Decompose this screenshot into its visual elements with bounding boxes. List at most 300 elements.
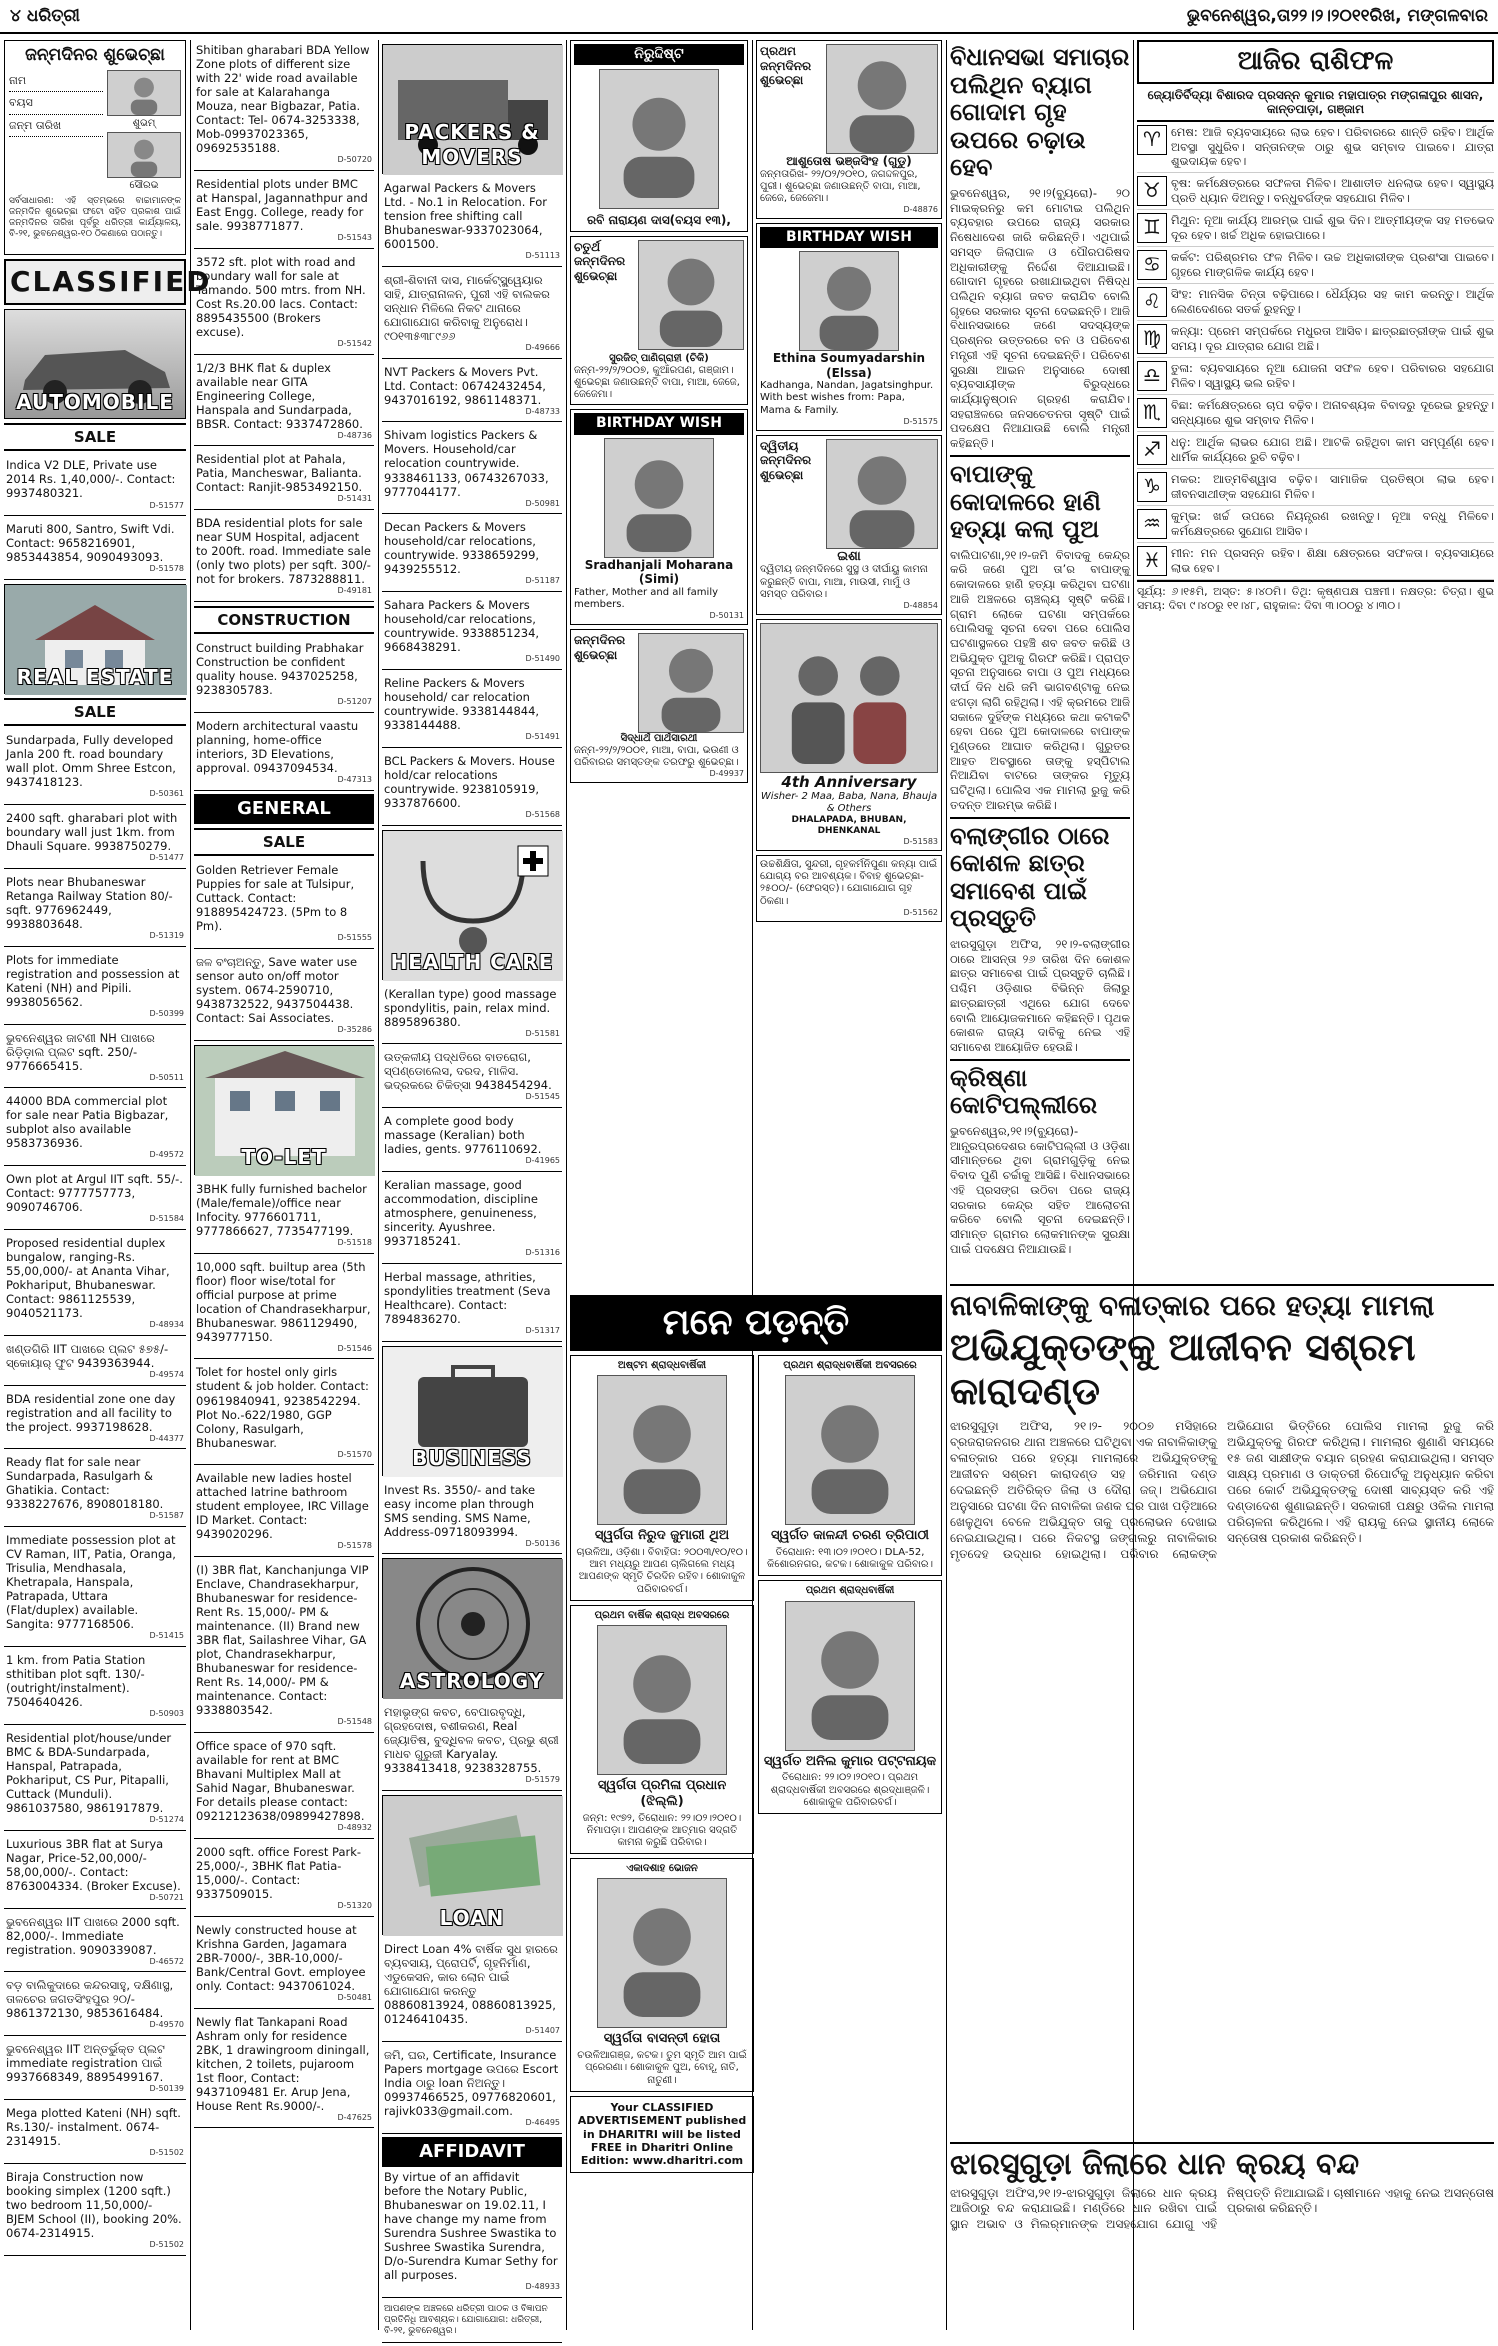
child-photo: [107, 70, 181, 116]
classified-ad: [4, 808, 186, 869]
sale-heading: SALE: [194, 828, 374, 856]
child-photo: [826, 44, 938, 154]
birthday-wish-1: ଚତୁର୍ଥ ଜନ୍ମଦିନର ଶୁଭେଚ୍ଛା ସୁରଜିତ୍ ପାଣିଗ୍ରାହୀ (ଚିକି) ଜନ୍ମ-୨୨/୨/୨୦୦୭, କୁଆଁରପଣ, ଗଞ୍ଜାମ। ଶୁଭେଚ୍ଛା ଜଣାଉଛନ୍ତି ବାପା, ମାଆ, ଜେଜେ, ଜେଜେମା।: [570, 236, 748, 406]
classified-title: CLASSIFIED: [4, 259, 186, 305]
ad-text: Residential plot/house/under BMC & BDA-Sundarpada, Hanspal, Patrapada, Pokhariput, CS Pur, Pitapalli, Cuttack (Munduli). 9861037580, 9861917879.: [6, 1730, 172, 1815]
ad-text: Biraja Construction now booking simplex (1200 sqft.) two bedroom 11,50,000/- BJEM School (II), booking 20%. 0674-2314915.: [6, 2169, 182, 2240]
ad-text: 1/2/3 BHK flat & duplex available near GITA Engineering College, Hanspala and Sundarpada, BBSR. Contact: 9337472860.: [196, 360, 363, 431]
second-birthday: ଦ୍ୱିତୀୟ ଜନ୍ମଦିନର ଶୁଭେଚ୍ଛା ଇଶା ଦ୍ୱିତୀୟ ଜନ୍ମଦିନରେ ସୁସ୍ଥ ଓ ଦୀର୍ଘାୟୁ କାମନା କରୁଛନ୍ତି ବାପା, ମାଆ, ମାଉସୀ, ମାମୁଁ ଓ ସମସ୍ତ ପରିବାର। D-48854: [756, 435, 942, 615]
rasi-entry: [1137, 284, 1494, 321]
ad-text: Invest Rs. 3550/- and take easy income plan through SMS sending. SMS Name, Address-09718093994.: [384, 1482, 536, 1539]
ad-text: ଭୁବନେଶ୍ୱର IIT ଅନ୍ତର୍ଭୁକ୍ତ ପ୍ଲଟ immediate registration ପାଇଁ 9937668349, 8895499167.: [6, 2042, 165, 2085]
rasi-entry: [1137, 210, 1494, 247]
rasi-entry: [1137, 506, 1494, 543]
ad-text: Tolet for hostel only girls student & job holder. Contact: 09619840941, 9238542294. Plot No.-622/1980, GGP Colony, Rasulgarh, Bhubaneswar.: [196, 1365, 369, 1450]
rashifal-byline: ଜ୍ୟୋତିର୍ବିଦ୍ୟା ବିଶାରଦ ପ୍ରସନ୍ନ କୁମାର ମହାପାତ୍ର ମଙ୍ଗଳାପୁର ଶାସନ, କାନ୍ତପାଡ଼ା, ଗଞ୍ଜାମ: [1137, 88, 1494, 122]
classified-ad: [194, 1736, 374, 1839]
ad-code: D-51581: [525, 1028, 560, 1038]
ad-code: D-51415: [149, 1631, 184, 1641]
to-let-label: TO-LET: [241, 1145, 327, 1170]
ad-text: BCL Packers & Movers. House hold/car relocations countrywide. 9238105919, 9337876600.: [384, 753, 555, 810]
ad-code: D-46495: [525, 2118, 560, 2128]
zodiac-icon: ♒: [1137, 509, 1167, 539]
real-estate-label: REAL ESTATE: [16, 664, 174, 689]
obituary: ପ୍ରଥମ ଶ୍ରାଦ୍ଧବାର୍ଷିକୀ ଅବସରରେ ସ୍ୱର୍ଗତ କାଳନ୍ଦୀ ଚରଣ ତ୍ରିପାଠୀ ତିରୋଧାନ: ୧୩।୦୨।୨୦୧୦। DLA-52, କିଶୋରନଗର, କଟକ। ଶୋକାକୁଳ ପରିବାର।: [758, 1355, 942, 1576]
ad-text: Luxurious 3BR flat at Surya Nagar, Price-52,00,000/- 58,00,000/-. Contact: 8763004334. (Broker Excuse).: [6, 1836, 181, 1893]
ad-text: Agarwal Packers & Movers Ltd. - No.1 in Relocation. For tension free shifting call Bhubaneswar-9337023064, 6001500.: [384, 181, 547, 252]
ad-code: D-51274: [149, 1814, 184, 1824]
ad-code: D-51317: [525, 1325, 560, 1335]
article-body: ଝାରସୁଗୁଡ଼ା ଅଫିସ, ୨୧।୨- ୨୦୦୭ ମସିହାରେ ବ୍ରଜରାଜନଗର ଥାନା ଅଞ୍ଚଳରେ ଘଟିଥିବା ଏକ ନାବାଳିକାଙ୍କୁ ବଳାତ୍କାର ପରେ ହତ୍ୟା ମାମଲାରେ ଅଭିଯୁକ୍ତଙ୍କୁ ଆଜୀବନ ସଶ୍ରମ କାରାଦଣ୍ଡ ସହ ଜରିମାନା ଦଣ୍ଡ ଦେଇଛନ୍ତି ଅତିରିକ୍ତ ଜିଲା ଓ ଦୌରା ଜଜ୍। ଅଭିଯୋଗ ଅନୁସାରେ ଘଟଣା ଦିନ ନାବାଳିକା ଜଣକ ଘର ପାଖ ପଡ଼ିଆରେ ଖେଳୁଥିବା ବେଳେ ଅଭିଯୁକ୍ତ ତାକୁ ପ୍ରଲୋଭନ ଦେଖାଇ ନେଇଯାଇଥିଲା। ପରେ ନିକଟସ୍ଥ ଜଙ୍ଗଲରୁ ନାବାଳିକାର ମୃତଦେହ ଉଦ୍ଧାର ହୋଇଥିଲା। ପରିବାର ଲୋକଙ୍କ ଅଭିଯୋଗ ଭିତ୍ତିରେ ପୋଲିସ ମାମଲା ରୁଜୁ କରି ଅଭିଯୁକ୍ତକୁ ଗିରଫ କରିଥିଲା। ମାମଲାର ଶୁଣାଣି ସମୟରେ ୧୫ ଜଣ ସାକ୍ଷୀଙ୍କ ବୟାନ ଗ୍ରହଣ କରାଯାଇଥିଲା। ସମସ୍ତ ସାକ୍ଷ୍ୟ ପ୍ରମାଣ ଓ ଡାକ୍ତରୀ ରିପୋର୍ଟକୁ ଅନୁଧ୍ୟାନ କରିବା ପରେ କୋର୍ଟ ଅଭିଯୁକ୍ତଙ୍କୁ ଦୋଷୀ ସାବ୍ୟସ୍ତ କରି ଏହି ଦଣ୍ଡାଦେଶ ଶୁଣାଇଛନ୍ତି। ସରକାରୀ ପକ୍ଷରୁ ଓକିଲ ମାମଲା ପରିଚାଳନା କରିଥିଲେ। ଏହି ରାୟକୁ ନେଇ ସ୍ଥାନୀୟ ଲୋକେ ସନ୍ତୋଷ ପ୍ରକାଶ କରିଛନ୍ତି।: [950, 1418, 1494, 1562]
child-photo: [638, 633, 744, 733]
headline: ବିଧାନସଭା ସମାଚାର ପଲିଥିନ ବ୍ୟାଗ ଗୋଦାମ ଗୃହ ଉପରେ ଚଢ଼ାଉ ହେବ: [950, 43, 1130, 182]
rasi-text: କନ୍ୟା: ପ୍ରେମ ସମ୍ପର୍କରେ ମଧୁରତା ଆସିବ। ଛାତ୍ରଛାତ୍ରୀଙ୍କ ପାଇଁ ଶୁଭ ସମୟ। ଦୂର ଯାତ୍ରାର ଯୋଗ ଅଛି।: [1171, 324, 1494, 353]
mane-padanti-title: ମନେ ପଡ଼ନ୍ତି: [570, 1295, 942, 1351]
column-2: [194, 40, 374, 2131]
classified-ad: [4, 730, 186, 805]
classified-ad: [194, 860, 374, 949]
column-4: [570, 40, 748, 787]
panjika: ସୂର୍ଯ୍ୟ: ୬।୧୫ମି, ଅସ୍ତ: ୫।୪୦ମି। ତିଥି: କୃଷ୍ଣପକ୍ଷ ପଞ୍ଚମୀ। ନକ୍ଷତ୍ର: ଚିତ୍ରା। ଶୁଭ ସମୟ: ଦିବା ୯।୪୦ରୁ ୧୧।୪୮, ରାହୁକାଳ: ଦିବା ୩।୦୦ରୁ ୪।୩୦।: [1137, 580, 1494, 613]
classified-ad: [382, 1480, 562, 1555]
packers-banner: [382, 44, 562, 174]
to-let-banner: [194, 1045, 374, 1175]
ad-code: D-48733: [525, 406, 560, 416]
child-photo: [604, 438, 714, 558]
rashifal-title: ଆଜିର ରାଶିଫଳ: [1137, 40, 1494, 84]
child-photo: [638, 240, 744, 350]
zodiac-icon: ♑: [1137, 472, 1167, 502]
column-7: [1137, 40, 1494, 1275]
classified-ad: [4, 1530, 186, 1647]
ad-code: D-51319: [149, 931, 184, 941]
ad-code: D-51545: [525, 1092, 560, 1102]
ad-code: D-50139: [149, 2084, 184, 2094]
ad-code: D-51577: [149, 500, 184, 510]
ad-text: Office space of 970 sqft. available for rent at BMC Bhavani Multiplex Mall at Sahid Nagar, Bhubaneswar. For details please contact: 09212123638/09899427898.: [196, 1739, 365, 1824]
classified-ad: [4, 1339, 186, 1386]
ad-code: D-35286: [337, 1025, 372, 1035]
first-birthday: ପ୍ରଥମ ଜନ୍ମଦିନର ଶୁଭେଚ୍ଛା ଆଶୁତୋଷ ଭଞ୍ଜସିଂହ (ଗୁଡୁ) ଜନ୍ମତାରିଖ- ୨୨/୦୨/୨୦୧୦, ଜଗଦ୍ଦଳପୁର, ପୁରୀ। ଶୁଭେଚ୍ଛା ଜଣାଉଛନ୍ତି ବାପା, ମାଆ, ଜେଜେ, ଜେଜେମା। D-48876: [756, 40, 942, 219]
form-field-age[interactable]: ବୟସ: [9, 92, 103, 114]
ad-code: D-46572: [149, 1956, 184, 1966]
ad-text: Residential plot at Pahala, Patia, Mancheswar, Balianta. Contact: Ranjit-9853492150.: [196, 452, 363, 495]
bottom-news: [950, 1280, 1494, 2335]
classified-ad: [194, 638, 374, 713]
classified-ad: [194, 513, 374, 602]
ad-code: D-44377: [149, 1433, 184, 1443]
headline: କ୍ରିଷ୍ଣା କୋଟିପଲ୍ଲୀରେ: [950, 1059, 1130, 1120]
classified-ad: [382, 1939, 562, 2042]
ad-code: D-51477: [149, 853, 184, 863]
classified-ad: [194, 449, 374, 510]
construction-heading: CONSTRUCTION: [194, 606, 374, 634]
ad-text: Sahara Packers & Movers household/car relocations, countrywide. 9338851234, 9668438291.: [384, 598, 540, 655]
classified-ad: [382, 1267, 562, 1342]
classified-ad: [194, 358, 374, 447]
ad-code: D-51113: [525, 251, 560, 261]
ad-text: Proposed residential duplex bungalow, ranging-Rs. 55,00,000/- at Ananta Vihar, Pokhariput, Bhubaneswar. Contact: 9861125539, 9040521173.: [6, 1235, 170, 1321]
classified-ad: [382, 673, 562, 748]
ad-text: Own plot at Argul IIT sqft. 55/-. Contact: 9777757773, 9090746706.: [6, 1172, 183, 1215]
ad-text: Sundarpada, Fully developed Janla 200 ft. road boundary wall plot. Omm Shree Estcon, 9437418123.: [6, 733, 176, 790]
rasi-text: ତୁଳା: ବ୍ୟବସାୟରେ ନୂଆ ଯୋଜନା ସଫଳ ହେବ। ପରିବାରର ସହଯୋଗ ମିଳିବ। ସ୍ୱାସ୍ଥ୍ୟ ଭଲ ରହିବ।: [1171, 361, 1495, 390]
rasi-entry: [1137, 321, 1494, 358]
ad-text: 1 km. from Patia Station sthitiban plot sqft. 130/- (outright/instalment). 7504640426.: [6, 1653, 146, 1710]
ad-text: Reline Packers & Movers household/ car relocation countrywide. 9338144844, 9338144488.: [384, 675, 540, 732]
ad-code: D-51578: [149, 564, 184, 574]
classified-ad: [4, 1912, 186, 1973]
classified-ad: [382, 2045, 562, 2134]
obituary-photo: [785, 1601, 915, 1751]
ad-code: D-51407: [525, 2026, 560, 2036]
health-care-label: HEALTH CARE: [390, 950, 554, 975]
obituary-photo: [785, 1375, 915, 1525]
ad-code: D-51320: [337, 1900, 372, 1910]
zodiac-icon: ♏: [1137, 398, 1167, 428]
ad-code: D-48934: [149, 1320, 184, 1330]
page-header: [0, 0, 1498, 34]
ad-code: D-50361: [149, 789, 184, 799]
birthday-form: [4, 40, 186, 255]
classified-ad: [4, 1389, 186, 1450]
ad-text: Mega plotted Kateni (NH) sqft. Rs.130/- instalment. 0674-2314915.: [6, 2105, 181, 2148]
anniversary-wish: 4th Anniversary Wisher- 2 Maa, Baba, Nana, Bhauja & Others DHALAPADA, BHUBAN, DHENKANAL D-51583: [756, 619, 942, 851]
sale-heading: SALE: [4, 423, 186, 451]
obituary: ପ୍ରଥମ ଶ୍ରାଦ୍ଧବାର୍ଷିକୀ ସ୍ୱର୍ଗତ ଅନିଲ କୁମାର ପଟ୍ଟନାୟକ ତିରୋଧାନ: ୨୨।୦୨।୨୦୧୦। ପ୍ରଥମ ଶ୍ରାଦ୍ଧବାର୍ଷିକୀ ଅବସରରେ ଶ୍ରଦ୍ଧାଞ୍ଜଳି। ଶୋକାକୁଳ ପରିବାରବର୍ଗ।: [758, 1580, 942, 1814]
zodiac-icon: ♈: [1137, 125, 1167, 155]
classified-ad: [4, 2167, 186, 2256]
packers-label: PACKERS & MOVERS: [404, 120, 540, 169]
ad-text: Decan Packers & Movers household/car relocations, countrywide. 9338659299, 9439255512.: [384, 520, 540, 577]
rasi-entry: [1137, 247, 1494, 284]
ad-code: D-51543: [337, 232, 372, 242]
ad-code: D-51548: [337, 1717, 372, 1727]
general-heading: GENERAL: [194, 794, 374, 824]
article-body: ଝାରସୁଗୁଡ଼ା ଅଫିସ,୨୧।୨-ଝାରସୁଗୁଡ଼ା ଜିଲାରେ ଧାନ କ୍ରୟ ଆଜିଠାରୁ ବନ୍ଦ କରାଯାଇଛି। ମଣ୍ଡିରେ ଧାନ ରଖିବା ପାଇଁ ସ୍ଥାନ ଅଭାବ ଓ ମିଲର୍‌ମାନଙ୍କ ଅସହଯୋଗ ଯୋଗୁ ଏହି ନିଷ୍ପତ୍ତି ନିଆଯାଇଛି। ଚାଷୀମାନେ ଏହାକୁ ନେଇ ଅସନ୍ତୋଷ ପ୍ରକାଶ କରିଛନ୍ତି।: [950, 2186, 1494, 2231]
rasi-entry: [1137, 543, 1494, 580]
ad-code: D-50903: [149, 1709, 184, 1719]
birthday-wish-ethina: BIRTHDAY WISH Ethina Soumyadarshin (Elssa) Kadhanga, Nandan, Jagatsinghpur. With best wishes from: Papa, Mama & Family. D-51575: [756, 223, 942, 431]
classified-ad: [4, 1452, 186, 1527]
rasi-text: ସିଂହ: ମାନସିକ ଚିନ୍ତା ବଢ଼ିପାରେ। ଧୈର୍ଯ୍ୟର ସହ କାମ କରନ୍ତୁ। ଆର୍ଥିକ ଲେଣଦେଣରେ ସତର୍କ ରୁହନ୍ତୁ।: [1171, 287, 1494, 316]
obituary: ଅଷ୍ଟମ ଶ୍ରାଦ୍ଧବାର୍ଷିକୀ ସ୍ୱର୍ଗତା ନିରୁଦ ଜୁମାରୀ ଥିଅ ଚାଉଳିଆ, ଓଡ଼ିଶା। ବିବାହିତା: ୨୦୦୩/୧୦/୧୦। ଆମ ମଧ୍ୟରୁ ଆପଣ ଚାଲିଗଲେ ମଧ୍ୟ ଆପଣଙ୍କ ସ୍ମୃତି ଚିରଦିନ ରହିବ। ଶୋକାକୁଳ ପରିବାରବର୍ଗ।: [570, 1355, 754, 1601]
ad-text: 3BHK fully furnished bachelor (Male/female)/office near Infocity. 9776601711, 9777866627, 7735477199.: [196, 1181, 367, 1238]
missing-notice: ନିରୁଦ୍ଦିଷ୍ଟ ରବି ନାରାୟଣ ଦାସ(ବୟସ ୧୩),: [570, 40, 748, 232]
article-body: ଭୁବନେଶ୍ୱର, ୨୧।୨(ବ୍ୟୁରୋ)- ୨୦ ମାଇକ୍ରନରୁ କମ ମୋଟାଇ ପଲିଥିନ ବ୍ୟବହାର ଉପରେ ରାଜ୍ୟ ସରକାର ନିଷେଧାଦେଶ ଜାରି କରିଛନ୍ତି। ଏଥିପାଇଁ ସମସ୍ତ ଜିଲାପାଳ ଓ ପୌରପରିଷଦ ଅଧିକାରୀଙ୍କୁ ନିର୍ଦ୍ଦେଶ ଦିଆଯାଇଛି। ଗୋଦାମ ଗୃହରେ ରଖାଯାଇଥିବା ନିଷିଦ୍ଧ ପଲିଥିନ ବ୍ୟାଗ ଜବତ କରାଯିବ ବୋଲି ଗୃହରେ ସରକାର ସୂଚନା ଦେଇଛନ୍ତି। ଆଜି ବିଧାନସଭାରେ ଜଣେ ସଦସ୍ୟଙ୍କ ପ୍ରଶ୍ନର ଉତ୍ତରରେ ବନ ଓ ପରିବେଶ ମନ୍ତ୍ରୀ ଏହି ସୂଚନା ଦେଇଛନ୍ତି। ପରିବେଶ ସୁରକ୍ଷା ଆଇନ ଅନୁସାରେ ଦୋଷୀ ବ୍ୟବସାୟୀଙ୍କ ବିରୁଦ୍ଧରେ କାର୍ଯ୍ୟାନୁଷ୍ଠାନ ଗ୍ରହଣ କରାଯିବ। ସହରାଞ୍ଚଳରେ ଜନସଚେତନତା ସୃଷ୍ଟି ପାଇଁ ପଦକ୍ଷେପ ନିଆଯାଉଛି ବୋଲି ମନ୍ତ୍ରୀ କହିଛନ୍ତି।: [950, 185, 1130, 451]
classified-ad: [4, 455, 186, 516]
child-caption: ସୌରଭ: [129, 179, 159, 191]
ad-code: D-47625: [337, 2112, 372, 2122]
rasi-entry: [1137, 122, 1494, 173]
classified-ad: [382, 751, 562, 826]
zodiac-icon: ♎: [1137, 361, 1167, 391]
classified-ad: [382, 178, 562, 267]
couple-photo: [760, 623, 938, 773]
headline: ଝାରସୁଗୁଡ଼ା ଜିଲାରେ ଧାନ କ୍ରୟ ବନ୍ଦ: [950, 2142, 1494, 2183]
classified-ad: [4, 2039, 186, 2100]
child-caption: ଶୁଭମ୍: [132, 117, 156, 129]
classified-ad: [382, 1175, 562, 1264]
classified-ad: [4, 950, 186, 1025]
ad-text: 2000 sqft. office Forest Park-25,000/-, 3BHK flat Patia-15,000/-. Contact: 9337509015.: [196, 1844, 362, 1901]
classified-ad: [4, 519, 186, 580]
ad-code: D-51546: [337, 1343, 372, 1353]
sale-heading: SALE: [4, 698, 186, 726]
ad-text: 10,000 sqft. builtup area (5th floor) floor wise/total for official purpose at prime location of Chandrasekharpur, Bhubaneswar. 9861129490, 9439777150.: [196, 1259, 371, 1344]
ad-code: D-49181: [337, 586, 372, 596]
birthday-wish-3: ଜନ୍ମଦିନର ଶୁଭେଚ୍ଛା ସିଦ୍ଧାର୍ଥ ପାର୍ଥସାରଥୀ ଜନ୍ମ-୨୨/୨/୨୦୦୧, ମାଆ, ବାପା, ଭଉଣୀ ଓ ପରିବାରର ସମସ୍ତଙ୍କ ତରଫରୁ ଶୁଭେଚ୍ଛା। D-49937: [570, 629, 748, 783]
classified-ad: [4, 1169, 186, 1230]
ad-code: D-49574: [149, 1369, 184, 1379]
obituary: ପ୍ରଥମ ବାର୍ଷିକ ଶ୍ରାଦ୍ଧ ଅବସରରେ ସ୍ୱର୍ଗତା ପ୍ରମିଳା ପ୍ରଧାନ (ଝିଲ୍ଲି) ଜନ୍ମ: ୧୯୭୨, ତିରୋଧାନ: ୨୨।୦୨।୨୦୧୦। ନିମାପଡ଼ା। ଆପଣଙ୍କ ଆତ୍ମାର ସଦ୍‌ଗତି କାମନା କରୁଛି ପରିବାର।: [570, 1605, 754, 1854]
ad-code: D-51431: [337, 494, 372, 504]
ad-text: Available new ladies hostel attached latrine bathroom student employee, IRC Village ID Market. Contact: 9439020296.: [196, 1471, 369, 1542]
ad-text: Newly flat Tankapani Road Ashram only for residence 2BK, 1 drawingroom diningall, kitchen, 2 toilets, pujaroom 1st floor, Contact: 9437109481 Er. Arup Jena, House Rent Rs.9000/-.: [196, 2014, 370, 2113]
classified-ad: [194, 1468, 374, 1557]
classified-ad: [382, 984, 562, 1045]
ad-code: D-50511: [149, 1072, 184, 1082]
rasi-text: ମକର: ଆତ୍ମବିଶ୍ୱାସ ବଢ଼ିବ। ସାମାଜିକ ପ୍ରତିଷ୍ଠା ଲାଭ ହେବ। ଜୀବନସାଥୀଙ୍କ ସହଯୋଗ ମିଳିବ।: [1171, 472, 1494, 501]
zodiac-icon: ♐: [1137, 435, 1167, 465]
classified-ad: [382, 425, 562, 514]
ad-code: D-50981: [525, 498, 560, 508]
ad-code: D-51187: [525, 576, 560, 586]
classified-ad: [194, 174, 374, 249]
classified-ad: [4, 2103, 186, 2164]
ad-code: D-51518: [337, 1237, 372, 1247]
classified-ad: [382, 270, 562, 359]
rasi-text: ଧନୁ: ଆର୍ଥିକ ଲାଭର ଯୋଗ ଅଛି। ଆଟକି ରହିଥିବା କାମ ସମ୍ପୂର୍ଣ୍ଣ ହେବ। ଧାର୍ମିକ କାର୍ଯ୍ୟରେ ରୁଚି ବଢ଼ିବ।: [1171, 435, 1494, 464]
headline: ବାପାଙ୍କୁ କୋଦାଳରେ ହାଣି ହତ୍ୟା କଲା ପୁଅ: [950, 455, 1130, 544]
matrimonial-notice: ଉଚ୍ଚଶିକ୍ଷିତା, ସୁନ୍ଦରୀ, ଗୃହକର୍ମନିପୁଣା କନ୍ୟା ପାଇଁ ଯୋଗ୍ୟ ବର ଆବଶ୍ୟକ। ବିବାହ ଶୁଭେଚ୍ଛା- ୨୫୦୦/- (ଫେରସ୍ତ)। ଯୋଗାଯୋଗ ଗୃହ ଠିକଣା। D-51562: [756, 855, 942, 922]
rasi-text: ବୃଷ: କର୍ମକ୍ଷେତ୍ରରେ ସଫଳତା ମିଳିବ। ଆଶାତୀତ ଧନଲାଭ ହେବ। ସ୍ୱାସ୍ଥ୍ୟ ପ୍ରତି ଧ୍ୟାନ ଦିଅନ୍ତୁ। ବନ୍ଧୁବର୍ଗଙ୍କ ସହଯୋଗ ମିଳିବ।: [1171, 176, 1494, 205]
ad-code: D-49572: [149, 1150, 184, 1160]
column-3: [382, 40, 562, 2346]
automobile-label: AUTOMOBILE: [16, 389, 174, 414]
ad-text: Indica V2 DLE, Private use 2014 Rs. 1,40,000/-. Contact: 9937480321.: [6, 458, 176, 501]
headline-main: ଅଭିଯୁକ୍ତଙ୍କୁ ଆଜୀବନ ସଶ୍ରମ କାରାଦଣ୍ଡ: [950, 1325, 1416, 1413]
zodiac-icon: ♓: [1137, 546, 1167, 576]
loan-banner: [382, 1795, 562, 1935]
classified-ad: [194, 1257, 374, 1360]
dateline: ଭୁବନେଶ୍ୱର,ତା୨୨।୨।୨୦୧୧ରିଖ, ମଙ୍ଗଳବାର: [1186, 5, 1488, 26]
ad-text: Modern architectural vaastu planning, home-office interiors, 3D Elevations, approval. 09437094534.: [196, 719, 359, 776]
rasi-entry: [1137, 395, 1494, 432]
article-body: ଭୁବନେଶ୍ୱର,୨୧।୨(ବ୍ୟୁରୋ)- ଆନ୍ଧ୍ରପ୍ରଦେଶର କୋଟିପଲ୍ଲୀ ଓ ଓଡ଼ିଶା ସୀମାନ୍ତରେ ଥିବା ଗ୍ରାମଗୁଡ଼ିକୁ ନେଇ ବିବାଦ ପୁଣି ଚର୍ଚ୍ଚାକୁ ଆସିଛି। ବିଧାନସଭାରେ ଏହି ପ୍ରସଙ୍ଗ ଉଠିବା ପରେ ରାଜ୍ୟ ସରକାର କେନ୍ଦ୍ର ସହିତ ଆଲୋଚନା କରିବେ ବୋଲି ସୂଚନା ଦେଇଛନ୍ତି। ସୀମାନ୍ତ ଗ୍ରାମର ଲୋକମାନଙ୍କ ସୁରକ୍ଷା ପାଇଁ ପଦକ୍ଷେପ ନିଆଯାଉଛି।: [950, 1123, 1130, 1256]
rasi-text: ମିଥୁନ: ନୂଆ କାର୍ଯ୍ୟ ଆରମ୍ଭ ପାଇଁ ଶୁଭ ଦିନ। ଆତ୍ମୀୟଙ୍କ ସହ ମତଭେଦ ଦୂର ହେବ। ଖର୍ଚ୍ଚ ଅଧିକ ହୋଇପାରେ।: [1171, 213, 1494, 242]
ad-text: 2400 sqft. gharabari plot with boundary wall just 1km. from Dhauli Square. 9938750279.: [6, 811, 178, 854]
ad-code: D-51579: [525, 1775, 560, 1785]
article-body: ବାଲିପାଟଣା,୨୧।୨-ଜମି ବିବାଦକୁ କେନ୍ଦ୍ର କରି ଜଣେ ପୁଅ ତା’ର ବାପାଙ୍କୁ କୋଦାଳରେ ହାଣି ହତ୍ୟା କରିଥିବା ଘଟଣା ଆଜି ଅଞ୍ଚଳରେ ଚାଞ୍ଚଲ୍ୟ ସୃଷ୍ଟି କରିଛି। ଗ୍ରାମ ଲୋକେ ଘଟଣା ସମ୍ପର୍କରେ ପୋଲିସକୁ ସୂଚନା ଦେବା ପରେ ପୋଲିସ ଘଟଣାସ୍ଥଳରେ ପହଞ୍ଚି ଶବ ଜବତ କରିଛି ଓ ଅଭିଯୁକ୍ତ ପୁଅକୁ ଗିରଫ କରିଛି। ପ୍ରାପ୍ତ ସୂଚନା ଅନୁସାରେ ବାପା ଓ ପୁଅ ମଧ୍ୟରେ ଦୀର୍ଘ ଦିନ ଧରି ଜମି ଭାଗବଣ୍ଟାକୁ ନେଇ ଝଗଡ଼ା ଲାଗି ରହିଥିଲା। ଏହି କ୍ରମରେ ଆଜି ସକାଳେ ଦୁହିଁଙ୍କ ମଧ୍ୟରେ କଥା କଟାକଟି ହେବା ପରେ ପୁଅ କୋଦାଳରେ ବାପାଙ୍କ ମୁଣ୍ଡରେ ଆଘାତ କରିଥିଲା। ଗୁରୁତର ଆହତ ଅବସ୍ଥାରେ ତାଙ୍କୁ ହସ୍ପିଟାଲ ନିଆଯିବା ବାଟରେ ତାଙ୍କର ମୃତ୍ୟୁ ଘଟିଥିଲା। ପୋଲିସ ଏକ ମାମଲା ରୁଜୁ କରି ତଦନ୍ତ ଆରମ୍ଭ କରିଛି।: [950, 547, 1130, 812]
ad-text: 3572 sft. plot with road and boundary wall for sale at Tamando. 500 mtrs. from NH. Cost Rs.20.00 lacs. Contact: 8895435500 (Brokers excuse).: [196, 254, 366, 339]
classified-ad: [194, 40, 374, 171]
classified-ad: [194, 1842, 374, 1917]
zodiac-icon: ♊: [1137, 213, 1167, 243]
obituary-photo: [597, 1375, 727, 1525]
classified-ad: [4, 872, 186, 947]
rasi-text: ମେଷ: ଆଜି ବ୍ୟବସାୟରେ ଲାଭ ହେବ। ପରିବାରରେ ଶାନ୍ତି ରହିବ। ଆର୍ଥିକ ଅବସ୍ଥା ସୁଧୁରିବ। ସନ୍ତାନଙ୍କ ଠାରୁ ଶୁଭ ସମ୍ବାଦ ପାଇବେ। ଯାତ୍ରା ଶୁଭଦାୟକ ହେବ।: [1171, 124, 1494, 169]
classified-ad: [382, 1047, 562, 1108]
ad-code: D-51502: [149, 2239, 184, 2249]
ad-text: (Kerallan type) good massage spondylitis, pain, relax mind. 8895896380.: [384, 986, 557, 1029]
zodiac-icon: ♍: [1137, 324, 1167, 354]
ad-code: D-48932: [337, 1823, 372, 1833]
rasi-entry: [1137, 432, 1494, 469]
birthday-wish-2: BIRTHDAY WISH Sradhanjali Moharana (Simi) Father, Mother and all family members. D-50131: [570, 409, 748, 624]
classified-ad: [4, 1650, 186, 1725]
ad-text: Golden Retriever Female Puppies for sale at Tulsipur, Cuttack. Contact: 918895424723. (5Pm to 8 Pm).: [196, 863, 355, 934]
classified-ad: [194, 252, 374, 355]
ad-text: Keralian massage, good accommodation, discipline atmosphere, genuineness, sincerity. Ayushree. 9937185241.: [384, 1177, 538, 1248]
ad-text: Direct Loan 4% ବାର୍ଷିକ ସୁଧ ହାରରେ ବ୍ୟବସାୟ, ପ୍ରୋପର୍ଟି, ଗୃହନିର୍ମାଣ, ଏଡୁକେସନ, କାର ଲୋନ ପାଇଁ ଯୋଗାଯୋଗ କରନ୍ତୁ 08860813924, 08860813925, 01246410435.: [384, 1942, 558, 2027]
loan-label: LOAN: [439, 1905, 505, 1930]
affidavit-heading: AFFIDAVIT: [382, 2137, 562, 2167]
classified-ad: [4, 1028, 186, 1089]
ad-text: Ready flat for sale near Sundarpada, Rasulgarh & Ghatikia. Contact: 9338227676, 8908018180.: [6, 1455, 164, 1512]
health-care-banner: [382, 830, 562, 980]
page-label: ୪ ଧରିତ୍ରୀ: [10, 5, 80, 26]
ad-code: D-48736: [337, 430, 372, 440]
ad-code: D-51568: [525, 809, 560, 819]
ad-code: D-50399: [149, 1008, 184, 1018]
ad-text: Shivam logistics Packers & Movers. Household/car relocation countrywide. 9338461133, 06743267033, 9777044177.: [384, 428, 549, 499]
classified-ad: [194, 716, 374, 791]
ad-text: Construct building Prabhakar Construction be confident quality house. 9437025258, 9238305783.: [196, 641, 364, 698]
ad-text: Plots near Bhubaneswar Retanga Railway Station 80/- sqft. 9776962449, 9938803648.: [6, 874, 173, 931]
ad-code: D-51490: [525, 654, 560, 664]
ad-text: Shitiban gharabari BDA Yellow Zone plots of different size with 22' wide road available for sale at Kalarahanga Mouza, near Bigbazar, Patia. Contact: Tel- 0674-3253338, Mob-09937023365, 09692535188.: [196, 43, 370, 156]
headline: ବଲାଙ୍ଗୀର ଠାରେ କୋଶଳ ଛାତ୍ର ସମାବେଶ ପାଇଁ ପ୍ରସ୍ତୁତି: [950, 817, 1130, 933]
rasi-text: କୁମ୍ଭ: ଖର୍ଚ୍ଚ ଉପରେ ନିୟନ୍ତ୍ରଣ ରଖନ୍ତୁ। ନୂଆ ବନ୍ଧୁ ମିଳିବେ। କର୍ମକ୍ଷେତ୍ରରେ ସୁଯୋଗ ଆସିବ।: [1171, 509, 1494, 538]
classified-ad: [194, 1362, 374, 1465]
ad-text: ବଡ଼ ବାଲିକୁଦାରେ କନ୍ଦରସାହୁ, ଦକ୍ଷିଣାସ୍ଥ, ତାଳଚେର ଜଗତସିଂହପୁର ୨୦/- 9861372130, 9853616484.: [6, 1978, 174, 2021]
ad-code: D-49570: [149, 2020, 184, 2030]
obituary: ଏକାଦଶାହ ଭୋଜନ ସ୍ୱର୍ଗତା ବାସନ୍ତୀ ହୋତା ଚଉଳିଆଗଞ୍ଜ, କଟକ। ତୁମ ସ୍ମୃତି ଆମ ପାଇଁ ପ୍ରେରଣା। ଶୋକାକୁଳ ପୁଅ, ବୋହୂ, ନାତି, ନାତୁଣୀ।: [570, 1858, 754, 2092]
ad-text: BDA residential zone one day registration and all facility to the project. 9937198628.: [6, 1391, 176, 1434]
birthday-form-note: ସର୍ବସାଧାରଣ: ଏହି ସ୍ତମ୍ଭରେ ବାଚ୍ଚାମାନଙ୍କ ଜନ୍ମଦିନ ଶୁଭେଚ୍ଛା ଫଟୋ ସହିତ ପ୍ରକାଶ ପାଇଁ ଜନ୍ମଦିନର ତାରିଖ ପୂର୍ବରୁ ଧରିତ୍ରୀ କାର୍ଯ୍ୟାଳୟ, ବି-୨୧, ଭୁବନେଶ୍ୱର-୧୦ ଠିକଣାରେ ପଠାନ୍ତୁ।: [9, 196, 181, 240]
ad-text: Newly constructed house at Krishna Garden, Jagamara 2BR-7000/-, 3BR-10,000/- Bank/Central Govt. employee only. Contact: 9437061024.: [196, 1922, 366, 1993]
ad-text: ଭୁବନେଶ୍ୱର ଜାଟଣୀ NH ପାଖରେ ରିଡ଼ିଡ଼ାଲ ପ୍ଲଟ sqft. 250/- 9776665415.: [6, 1030, 155, 1073]
ad-text: A complete good body massage (Keralian) both ladies, gents. 9776110692.: [384, 1114, 542, 1157]
ad-code: D-51578: [337, 1541, 372, 1551]
missing-photo: [599, 69, 719, 209]
ad-text: Immediate possession plot at CV Raman, IIT, Patia, Oranga, Trisulia, Mendhasala, Khetrapala, Hanspala, Patrapada, Uttara (Flat/duplex) available. Sangita: 9777168506.: [6, 1533, 176, 1632]
ad-code: D-51491: [525, 731, 560, 741]
form-field-name[interactable]: ନାମ: [9, 70, 103, 92]
obituary-photo: [597, 1878, 727, 2028]
ad-code: D-50720: [337, 155, 372, 165]
real-estate-banner: [4, 584, 186, 694]
zodiac-icon: ♌: [1137, 287, 1167, 317]
classified-ad: [382, 517, 562, 592]
ad-code: D-50136: [525, 1538, 560, 1548]
rasi-text: ମୀନ: ମନ ପ୍ରସନ୍ନ ରହିବ। ଶିକ୍ଷା କ୍ଷେତ୍ରରେ ସଫଳତା। ବ୍ୟବସାୟରେ ଲାଭ ହେବ।: [1171, 546, 1494, 575]
ad-code: D-51207: [337, 697, 372, 707]
classified-ad: [382, 595, 562, 670]
form-field-dob[interactable]: ଜନ୍ମ ତାରିଖ: [9, 115, 103, 137]
business-label: BUSINESS: [412, 1446, 532, 1471]
small-notice: ଆପଣଙ୍କ ଅଞ୍ଚଳରେ ଧରିତ୍ରୀ ପାଠକ ଓ ବିଜ୍ଞାପନ ପ୍ରତିନିଧି ଆବଶ୍ୟକ। ଯୋଗାଯୋଗ: ଧରିତ୍ରୀ, ବି-୨୧, ଭୁବନେଶ୍ୱର।: [382, 2301, 562, 2343]
article-body: ଝାରସୁଗୁଡ଼ା ଅଫିସ, ୨୧।୨-ବଲାଙ୍ଗୀର ଠାରେ ଆସନ୍ତା ୨୬ ତାରିଖ ଦିନ କୋଶଳ ଛାତ୍ର ସମାବେଶ ପାଇଁ ପ୍ରସ୍ତୁତି ଚାଲିଛି। ପଶ୍ଚିମ ଓଡ଼ିଶାର ବିଭିନ୍ନ ଜିଲାରୁ ଛାତ୍ରଛାତ୍ରୀ ଏଥିରେ ଯୋଗ ଦେବେ ବୋଲି ଆୟୋଜକମାନେ କହିଛନ୍ତି। ପୃଥକ କୋଶଳ ରାଜ୍ୟ ଦାବିକୁ ନେଇ ଏହି ସମାବେଶ ଆୟୋଜିତ ହେଉଛି।: [950, 937, 1130, 1055]
classified-ad: [382, 1111, 562, 1172]
column-5: [756, 40, 942, 926]
ad-text: Residential plots under BMC at Hanspal, Jagannathpur and East Engg. College, ready for sale. 9938771877.: [196, 176, 368, 233]
classified-ad: [4, 1834, 186, 1909]
dharitri-online-note: Your CLASSIFIED ADVERTISEMENT published in DHARITRI will be listed FREE in Dharitri Online Edition: www.dharitri.com: [570, 2096, 754, 2173]
headline: ନାବାଳିକାଙ୍କୁ ବଳାତ୍କାର ପରେ ହତ୍ୟା ମାମଲା: [950, 1284, 1494, 1322]
ad-code: D-51316: [525, 1248, 560, 1257]
classified-ad: [382, 1702, 562, 1791]
ad-text: Herbal massage, athrities, spondylities treatment (Seva Healthcare). Contact: 7894836270.: [384, 1269, 551, 1326]
child-photo: [107, 132, 181, 178]
child-photo: [799, 251, 899, 351]
classified-ad: [194, 2012, 374, 2129]
mane-padanti-section: [570, 1295, 942, 2335]
ad-text: ଶ୍ରୀ-ଶିବାନୀ ଦାସ, ମାର୍କେଟ୍‌ସ୍କ୍ୱେୟାର ସାହି, ଯାତ୍ରାନାଳନ, ପୁରୀ ଏହି ବାଲକର ସନ୍ଧାନ ମିଳିଲେ ନିକଟ ଥାନାରେ ଯୋଗାଯୋଗ କରିବାକୁ ଅନୁରୋଧ। ୯୦୧୩୫୩୮୯୬୬: [384, 272, 550, 343]
classified-ad: [4, 1233, 186, 1336]
classified-ad: [382, 362, 562, 423]
column-1: [4, 40, 212, 2259]
rasi-entry: [1137, 469, 1494, 506]
ad-text: Plots for immediate registration and possession at Kateni (NH) and Pipili. 9938056562.: [6, 952, 180, 1009]
ad-code: D-51555: [337, 933, 372, 943]
ad-code: D-49666: [525, 342, 560, 352]
astrology-banner: [382, 1558, 562, 1698]
ad-text: ଖଣ୍ଡଗିରି IIT ପାଖରେ ପ୍ଲଟ ୫୭୫/- ସ୍କୋୟାର୍ ଫୁଟ 9439363944.: [6, 1341, 169, 1370]
ad-text: NVT Packers & Movers Pvt. Ltd. Contact: 06742432454, 9437016192, 9861148371.: [384, 364, 546, 407]
rasi-text: କର୍କଟ: ପରିଶ୍ରମର ଫଳ ମିଳିବ। ଉଚ୍ଚ ଅଧିକାରୀଙ୍କ ପ୍ରଶଂସା ପାଇବେ। ଗୃହରେ ମାଙ୍ଗଳିକ କାର୍ଯ୍ୟ ହେବ।: [1171, 250, 1494, 279]
astrology-label: ASTROLOGY: [399, 1668, 545, 1693]
ad-text: ଉତ୍କଳୀୟ ପଦ୍ଧତିରେ ବାତରୋଗ, ସ୍ପଣ୍ଡୋଲେସ, ଦରଦ, ମାଳିସ. ଭଦ୍ରକରେ ଚିକିତ୍ସା 9438454294.: [384, 1050, 552, 1093]
ad-code: D-51542: [337, 338, 372, 348]
ad-text: ଭୁବନେଶ୍ୱର IIT ପାଖରେ 2000 sqft. 82,000/-. Immediate registration. 9090339087.: [6, 1914, 180, 1957]
classified-ad: [4, 1728, 186, 1831]
ad-text: ଜମି, ଘର, Certificate, Insurance Papers mortgage ଉପରେ Escort India ଠାରୁ loan ନିଅନ୍ତୁ। 09937466525, 09776820601, rajivk033@gmail.com.: [384, 2048, 559, 2119]
classified-ad: [194, 952, 374, 1041]
classified-ad: [194, 1920, 374, 2009]
child-photo: [826, 439, 938, 549]
classified-ad: [4, 1091, 186, 1166]
ad-code: D-50721: [149, 1892, 184, 1902]
ad-code: D-51570: [337, 1449, 372, 1459]
classified-ad: [194, 1560, 374, 1733]
ad-text: (I) 3BR flat, Kanchanjunga VIP Enclave, Chandrasekharpur, Bhubaneswar for residence-Rent Rs. 15,000/- PM & maintenance. (II) Brand new 3BR flat, Sailashree Vihar, GA plot, Chandrasekharpur, Bhubaneswar for residence-Rent Rs. 14,000/- PM & maintenance. Contact: 9338803542.: [196, 1563, 369, 1718]
business-banner: [382, 1346, 562, 1476]
automobile-banner: [4, 309, 186, 419]
ad-code: D-51587: [149, 1511, 184, 1521]
column-6: [950, 40, 1130, 1275]
ad-code: D-50481: [337, 1992, 372, 2002]
affidavit-ad: By virtue of an affidavit before the Notary Public, Bhubaneswar on 19.02.11, I have change my name from Surendra Sushree Swastika to Sushree Swastika Surendra, D/o-Surendra Kumar Sethy for all purposes. D-48933: [382, 2167, 562, 2298]
birthday-form-title: ଜନ୍ମଦିନର ଶୁଭେଚ୍ଛା: [25, 45, 165, 65]
ad-code: D-41965: [525, 1156, 560, 1166]
rasi-entry: [1137, 358, 1494, 395]
ad-code: D-47313: [337, 775, 372, 785]
classified-ad: [194, 1179, 374, 1254]
ad-code: D-51502: [149, 2147, 184, 2157]
zodiac-icon: ♋: [1137, 250, 1167, 280]
classified-ad: [4, 1975, 186, 2036]
rasi-entry: [1137, 173, 1494, 210]
ad-code: D-51584: [149, 1214, 184, 1224]
rasi-text: ବିଛା: କର୍ମକ୍ଷେତ୍ରରେ ଚାପ ବଢ଼ିବ। ଅନାବଶ୍ୟକ ବିବାଦରୁ ଦୂରେଇ ରୁହନ୍ତୁ। ସନ୍ଧ୍ୟାରେ ଶୁଭ ସମ୍ବାଦ ମିଳିବ।: [1171, 398, 1494, 427]
zodiac-icon: ♉: [1137, 176, 1167, 206]
ad-text: BDA residential plots for sale near SUM Hospital, adjacent to 200ft. road. Immediate sale (only two plots) per sqft. 300/- not for brokers. 7873288811.: [196, 516, 371, 587]
ad-text: ଜଳ ବଂଚାଅନ୍ତୁ, Save water use sensor auto on/off motor system. 0674-2590710, 9438732522, 9437504438. Contact: Sai Associates.: [196, 954, 358, 1026]
ad-text: Maruti 800, Santro, Swift Vdi. Contact: 9658216901, 9853443854, 9090493093.: [6, 522, 175, 565]
obituary-photo: [597, 1625, 727, 1775]
